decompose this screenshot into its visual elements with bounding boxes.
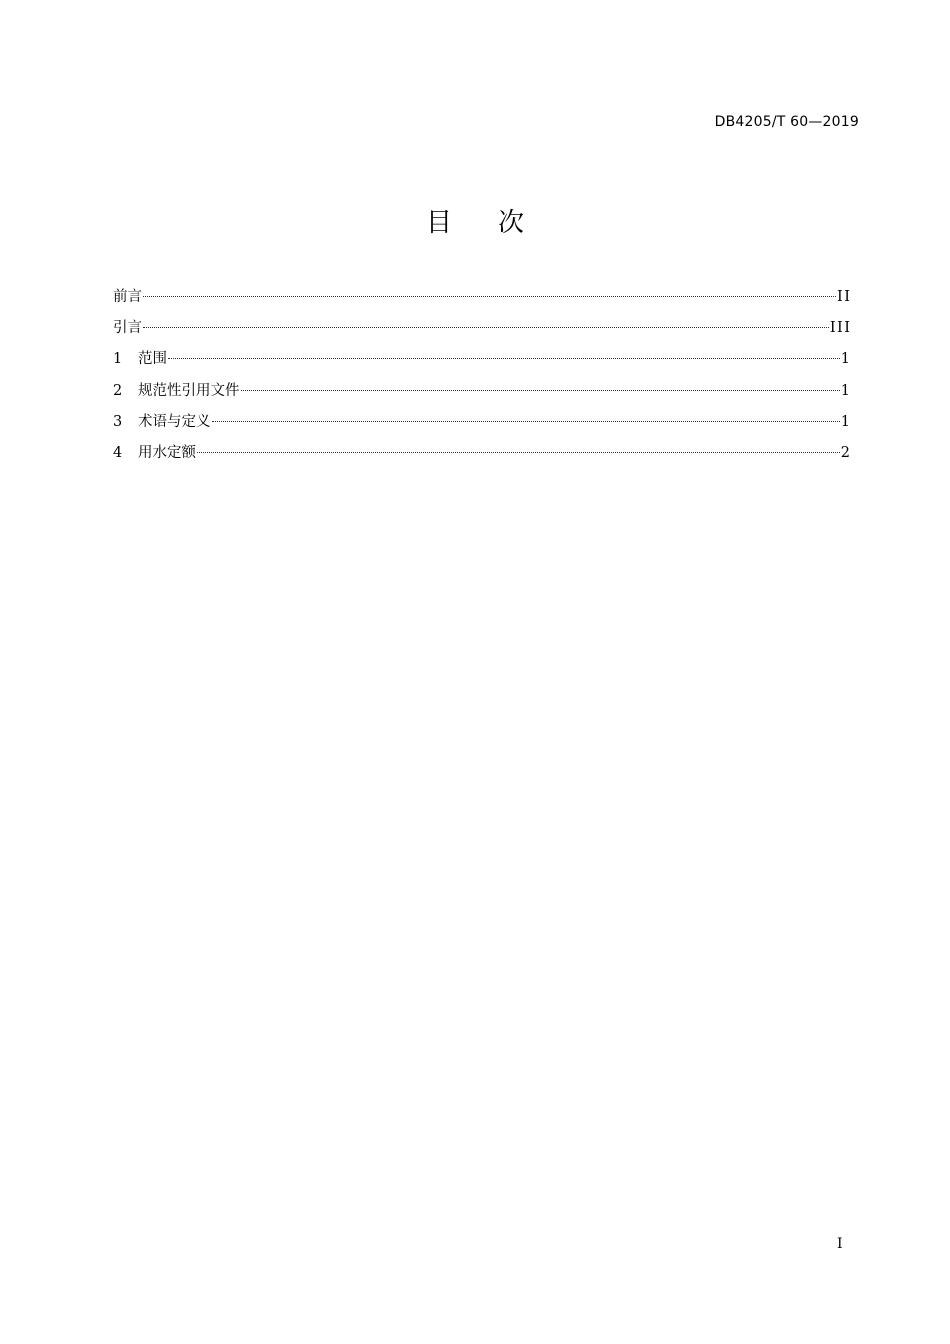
document-code: DB4205/T 60—2019 — [714, 114, 859, 130]
toc-entry-number: 1 — [113, 351, 123, 368]
toc-leader-dots — [168, 358, 840, 359]
toc-entry-number: 2 — [113, 382, 123, 399]
toc-entry-label: 用水定额 — [138, 444, 196, 461]
toc-entry-page: III — [829, 320, 852, 337]
toc-entry-label: 规范性引用文件 — [138, 382, 240, 399]
toc-entry-number: 3 — [113, 413, 123, 430]
toc-entry-page: II — [837, 289, 852, 305]
toc-entry-page: 1 — [840, 351, 852, 368]
toc-entry-number: 4 — [113, 444, 123, 461]
toc-entry-terms-definitions[interactable] — [113, 409, 850, 440]
toc-entry-foreword[interactable] — [113, 284, 850, 315]
toc-leader-dots — [197, 452, 840, 453]
toc-leader-dots — [143, 327, 829, 328]
toc-leader-dots — [143, 296, 836, 297]
toc-entry-page: 2 — [840, 444, 852, 461]
toc-entry-introduction[interactable] — [113, 315, 850, 346]
toc-leader-dots — [212, 421, 840, 422]
page-number: I — [837, 1236, 843, 1252]
toc-title: 目次 — [425, 208, 570, 238]
toc-entry-label: 前言 — [113, 289, 142, 305]
toc-leader-dots — [241, 390, 840, 391]
toc-entry-page: 1 — [840, 382, 852, 399]
toc-entry-label: 范围 — [138, 351, 167, 368]
toc-entry-normative-references[interactable] — [113, 378, 850, 409]
toc-entry-label: 术语与定义 — [138, 413, 211, 430]
toc-entry-water-quota[interactable] — [113, 440, 850, 471]
toc-entry-page: 1 — [840, 413, 852, 430]
toc-entry-label: 引言 — [113, 320, 142, 337]
table-of-contents — [113, 284, 850, 471]
toc-entry-scope[interactable] — [113, 346, 850, 377]
